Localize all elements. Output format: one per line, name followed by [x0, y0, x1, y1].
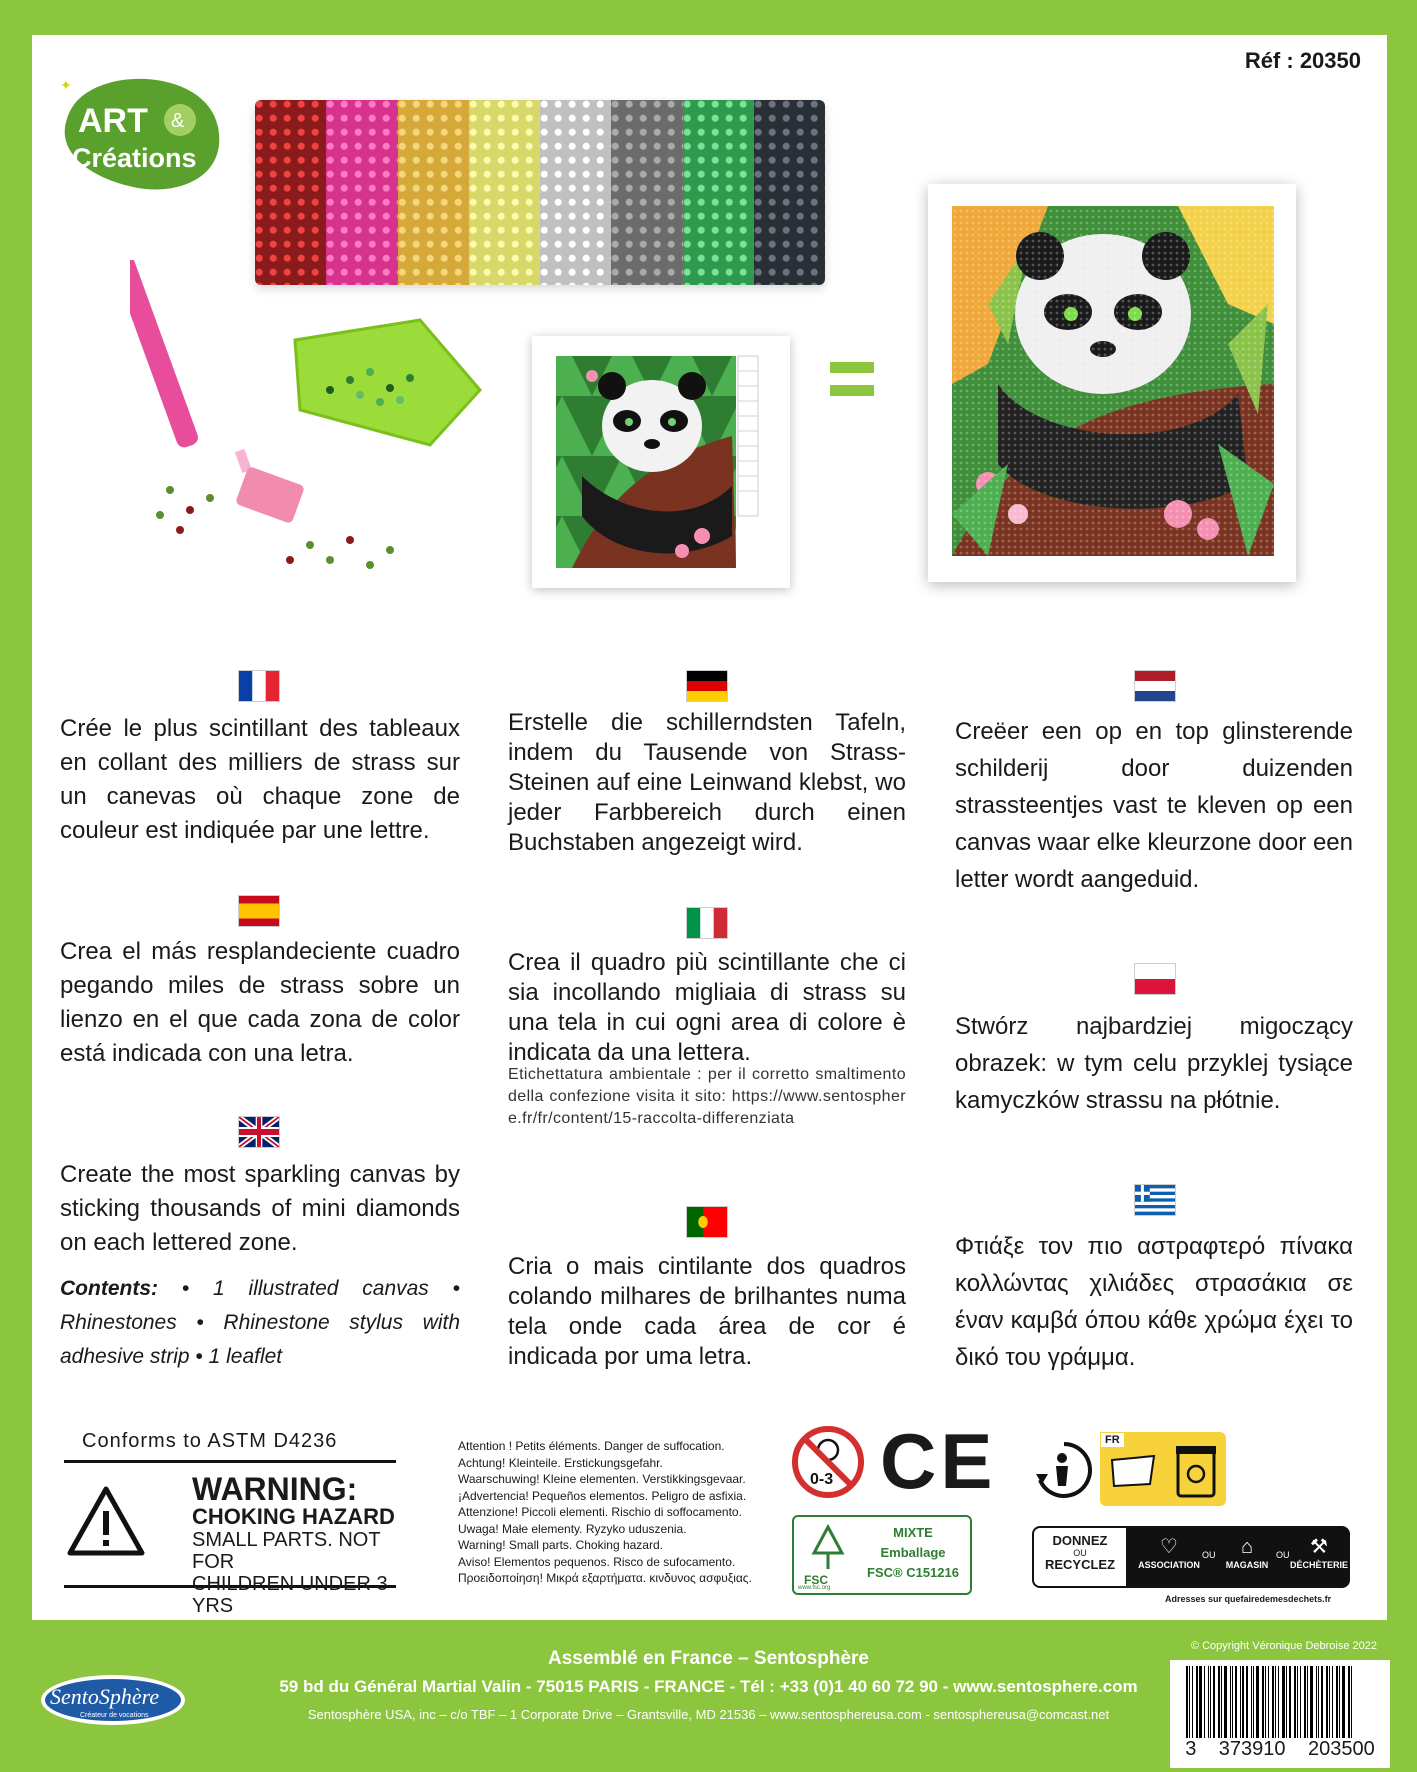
description-fr: Crée le plus scintillant des tableaux en collant des milliers de strass sur un canevas où chaque zone de couleur est indiquée par une lettre.	[60, 715, 460, 844]
template-canvas	[532, 336, 790, 588]
barcode-bar	[1242, 1666, 1244, 1738]
sorting-info-box	[1100, 1432, 1226, 1506]
sentosphere-tagline: Créateur de vocations	[80, 1712, 149, 1719]
recyclez-text: RECYCLEZ	[1044, 1557, 1116, 1572]
association-icon: ♡	[1160, 1536, 1178, 1558]
germany-flag-icon	[686, 670, 728, 702]
barcode-bar	[1351, 1666, 1352, 1738]
dish-icon	[295, 320, 480, 445]
description-pl: Stwórz najbardziej migoczący obrazek: w tym celu przyklej tysiące kamyczków strassu na płótnie.	[955, 1013, 1353, 1114]
barcode-bar	[1213, 1666, 1215, 1738]
footer-address: 59 bd du Général Martial Valin - 75015 PARIS - FRANCE - Tél : +33 (0)1 40 60 72 90 - www.sentosphere.com	[279, 1677, 1138, 1696]
fsc-tree-icon	[802, 1523, 854, 1575]
multilingual-warnings	[458, 1438, 778, 1587]
barcode-bar	[1275, 1666, 1276, 1738]
contents-list	[60, 1272, 460, 1374]
rhinestone-tray	[255, 100, 825, 285]
warning-subtitle: CHOKING HAZARD	[192, 1504, 395, 1529]
sentosphere-wordmark: SentoSphère	[50, 1684, 160, 1709]
art-creations-logo	[58, 72, 228, 212]
finished-canvas	[928, 184, 1296, 582]
decheterie-icon: ⚒	[1310, 1536, 1328, 1558]
barcode-bar	[1282, 1666, 1285, 1738]
logo-amp: &	[171, 110, 185, 132]
magasin-icon: ⌂	[1240, 1536, 1254, 1558]
barcode-bar	[1297, 1666, 1298, 1738]
fsc-code: FSC® C151216	[867, 1565, 959, 1580]
italy-flag-icon	[686, 907, 728, 939]
barcode-bar	[1307, 1666, 1308, 1738]
tray-cell-black	[754, 100, 825, 285]
barcode-bar	[1218, 1666, 1220, 1738]
svg-text:✦: ✦	[60, 77, 72, 93]
tray-cell-green	[683, 100, 754, 285]
fsc-mixte: MIXTE	[893, 1525, 933, 1540]
barcode-bar	[1300, 1666, 1301, 1738]
tray-cell-gold	[398, 100, 469, 285]
warning-line-2: CHILDREN UNDER 3 YRS	[192, 1573, 388, 1617]
barcode-bars	[1186, 1666, 1376, 1738]
fsc-short: FSC	[804, 1573, 828, 1587]
fr-tag: FR	[1100, 1432, 1125, 1448]
barcode-digit-2: 373910	[1218, 1738, 1286, 1760]
barcode-bar	[1348, 1666, 1350, 1738]
barcode-bar	[1256, 1666, 1259, 1738]
footer-usa: Sentosphère USA, inc – c/o TBF – 1 Corporate Drive – Grantsville, MD 21536 – www.sentosphereusa.com - sentosphereusa@comcast.net	[307, 1707, 1110, 1722]
warning-de: Achtung! Kleinteile. Erstickungsgefahr.	[458, 1455, 663, 1470]
copyright: © Copyright Véronique Debroise 2022	[1190, 1640, 1377, 1652]
barcode-bar	[1265, 1666, 1266, 1738]
warning-triangle-icon	[66, 1485, 146, 1557]
ou-text: OU	[1073, 1548, 1087, 1558]
tray-cell-silver	[540, 100, 611, 285]
warning-es: ¡Advertencia! Pequeños elementos. Peligro de asfixia.	[458, 1488, 747, 1503]
stylus-and-dish-illustration	[130, 260, 530, 600]
portugal-flag-icon	[686, 1206, 728, 1238]
warning-line-1: SMALL PARTS. NOT FOR	[192, 1529, 381, 1573]
panda-finished-image	[928, 184, 1296, 582]
netherlands-flag-icon	[1134, 670, 1176, 702]
recycling-address: Adresses sur quefairedemesdechets.fr	[1165, 1594, 1332, 1604]
barcode-bar	[1221, 1666, 1222, 1738]
description-de: Erstelle die schillerndsten Tafeln, indem du Tausende von Strass-Steinen auf eine Leinwand klebst, wo jeder Farbbereich durch einen Buchstaben angezeigt wird.	[508, 709, 906, 856]
barcode	[1170, 1660, 1390, 1768]
barcode-bar	[1321, 1666, 1323, 1738]
barcode-bar	[1332, 1666, 1333, 1738]
description-pt: Cria o mais cintilante dos quadros colando milhares de brilhantes numa tela onde cada área de cor é indicada por uma letra.	[508, 1253, 906, 1370]
barcode-bar	[1199, 1666, 1202, 1738]
barcode-bar	[1268, 1666, 1269, 1738]
tray-cell-pink	[326, 100, 397, 285]
warning-it: Attenzione! Piccoli elementi. Rischio di soffocamento.	[458, 1505, 742, 1519]
barcode-bar	[1336, 1666, 1338, 1738]
barcode-digit-1: 3	[1185, 1738, 1197, 1760]
uk-flag-icon	[238, 1116, 280, 1148]
logo-creations: Créations	[72, 143, 197, 173]
barcode-bar	[1208, 1666, 1209, 1738]
barcode-bar	[1318, 1666, 1319, 1738]
barcode-bar	[1289, 1666, 1291, 1738]
ou-1: OU	[1202, 1550, 1216, 1560]
barcode-bar	[1339, 1666, 1340, 1738]
barcode-bar	[1210, 1666, 1211, 1738]
fsc-emballage: Emballage	[880, 1545, 946, 1560]
description-nl: Creëer een op en top glinsterende schilderij door duizenden strassteentjes vast te kleven op een canvas waar elke kleurzone door een letter wordt aangeduid.	[955, 718, 1353, 893]
tray-cell-grey	[611, 100, 682, 285]
barcode-bar	[1224, 1666, 1227, 1738]
magasin-label: MAGASIN	[1225, 1560, 1269, 1570]
barcode-bar	[1196, 1666, 1198, 1738]
warning-nl: Waarschuwing! Kleine elementen. Verstikkingsgevaar.	[458, 1472, 746, 1486]
warning-fr: Attention ! Petits éléments. Danger de suffocation.	[458, 1439, 725, 1453]
barcode-bar	[1246, 1666, 1248, 1738]
tray-cell-red	[255, 100, 326, 285]
ce-mark: CE	[880, 1417, 997, 1505]
barcode-bar	[1192, 1666, 1193, 1738]
tray-cell-yellow	[469, 100, 540, 285]
poland-flag-icon	[1134, 963, 1176, 995]
barcode-bar	[1251, 1666, 1252, 1738]
recycling-bin-icon	[1174, 1442, 1218, 1500]
contents-label: Contents:	[60, 1277, 158, 1300]
warning-title: WARNING:	[192, 1471, 358, 1507]
barcode-bar	[1262, 1666, 1264, 1738]
decheterie-label: DÉCHÈTERIE	[1289, 1560, 1348, 1570]
choking-warning-box	[64, 1460, 396, 1617]
barcode-bar	[1326, 1666, 1328, 1738]
barcode-bar	[1235, 1666, 1237, 1738]
ou-2: OU	[1276, 1550, 1290, 1560]
barcode-bar	[1310, 1666, 1313, 1738]
fsc-label	[792, 1515, 972, 1595]
footer-assemble: Assemblé en France – Sentosphère	[547, 1648, 869, 1669]
description-it: Crea il quadro più scintillante che ci sia incollando migliaia di strass su una tela in cui ogni area di colore è indicata da una lettera.	[508, 949, 906, 1066]
barcode-bar	[1286, 1666, 1287, 1738]
description-es: Crea el más resplandeciente cuadro pegando miles de strass sobre un lienzo en el que cada zona de color está indicada con una letra.	[60, 938, 460, 1067]
warning-en: Warning! Small parts. Choking hazard.	[458, 1538, 663, 1552]
warning-el: Προειδοποίηση! Μικρά εξαρτήματα. κινδυνος ασφυξιας.	[458, 1571, 752, 1585]
contents-text: • 1 illustrated canvas • Rhinestones • Rhinestone stylus with adhesive strip • 1 leaflet	[60, 1277, 460, 1368]
barcode-bar	[1304, 1666, 1306, 1738]
barcode-bar	[1278, 1666, 1279, 1738]
warning-pt: Aviso! Elementos pequenos. Risco de sufocamento.	[458, 1554, 736, 1569]
donnez-recyclez-box	[1032, 1526, 1350, 1588]
barcode-bar	[1189, 1666, 1190, 1738]
age-warning-icon	[790, 1424, 866, 1500]
barcode-bar	[1204, 1666, 1205, 1738]
stylus-icon	[130, 260, 305, 524]
barcode-bar	[1272, 1666, 1274, 1738]
fsc-url: www.fsc.org	[798, 1585, 831, 1591]
barcode-bar	[1230, 1666, 1231, 1738]
association-label: ASSOCIATION	[1138, 1560, 1200, 1570]
panda-template-image	[532, 336, 790, 588]
spain-flag-icon	[238, 895, 280, 927]
france-flag-icon	[238, 670, 280, 702]
barcode-bar	[1294, 1666, 1296, 1738]
barcode-bar	[1342, 1666, 1345, 1738]
equals-sign	[830, 362, 874, 396]
barcode-bar	[1186, 1666, 1188, 1738]
reference-number: Réf : 20350	[1244, 48, 1361, 73]
environment-label-it: Etichettatura ambientale : per il corretto smaltimento della confezione visita it sito: https://www.sentosphere.fr/fr/content/15-raccolta-differenziata	[508, 1066, 906, 1127]
barcode-bar	[1253, 1666, 1254, 1738]
barcode-bar	[1316, 1666, 1317, 1738]
warning-pl: Uwaga! Małe elementy. Ryzyko uduszenia.	[458, 1521, 687, 1536]
barcode-bar	[1329, 1666, 1330, 1738]
donnez-text: DONNEZ	[1052, 1533, 1108, 1548]
triman-icon	[1032, 1438, 1096, 1502]
barcode-digit-3: 203500	[1308, 1738, 1375, 1760]
description-el: Φτιάξε τον πιο αστραφτερό πίνακα κολλώντας χιλιάδες στρασάκια σε έναν καμβά όπου κάθε χρώμα έχει το δικό του γράμμα.	[955, 1233, 1353, 1371]
greece-flag-icon	[1134, 1184, 1176, 1216]
logo-art: ART	[78, 102, 148, 140]
barcode-bar	[1232, 1666, 1233, 1738]
barcode-bar	[1240, 1666, 1241, 1738]
description-en: Create the most sparkling canvas by sticking thousands of mini diamonds on each lettered zone.	[60, 1161, 460, 1256]
age-text: 0-3	[810, 1471, 834, 1488]
cardboard-icon	[1108, 1450, 1158, 1490]
astm-conformity: Conforms to ASTM D4236	[82, 1430, 338, 1452]
